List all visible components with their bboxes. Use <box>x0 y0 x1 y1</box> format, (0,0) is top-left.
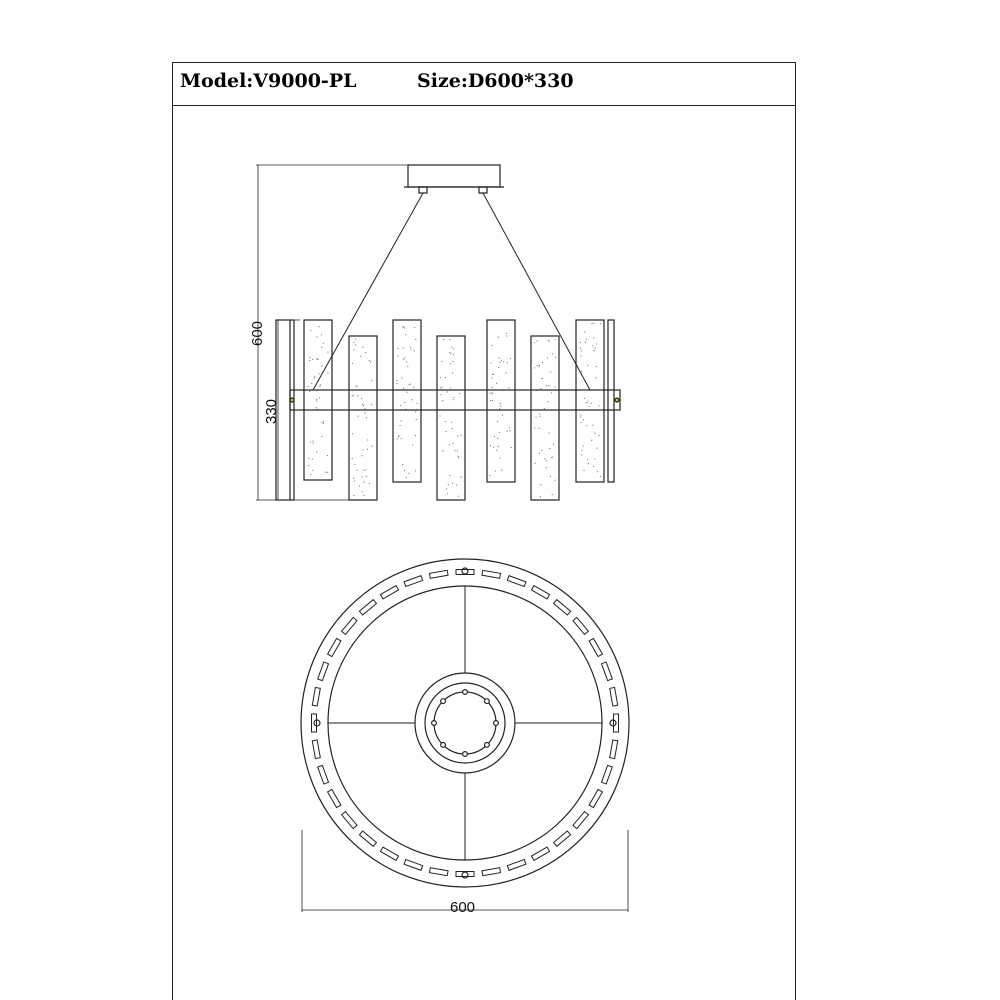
crystal-panel <box>531 336 559 500</box>
ring-slot <box>507 859 526 870</box>
ring-slot <box>359 600 376 615</box>
side-elevation <box>256 165 620 500</box>
ring-slot <box>573 812 588 829</box>
ring-slot <box>601 765 612 784</box>
ring-slot <box>554 600 571 615</box>
ring-slot <box>531 847 549 860</box>
dim-label-330: 330 <box>263 398 280 424</box>
ring-slot <box>507 576 526 587</box>
suspension-cable-left <box>313 193 423 390</box>
ring-slot <box>554 831 571 846</box>
hub-hole <box>485 699 490 704</box>
ring-slot <box>328 789 341 807</box>
crystal-panel <box>576 320 604 482</box>
dim-label-diameter: 600 <box>450 899 476 916</box>
hub-hole <box>494 721 499 726</box>
mount-hole-top <box>462 568 468 574</box>
ring-slot <box>429 570 448 578</box>
ring-slot <box>380 586 398 599</box>
ring-slot <box>342 812 357 829</box>
crystal-panel <box>608 320 614 482</box>
crystal-panel <box>349 336 377 500</box>
hub-hole <box>432 721 437 726</box>
plan-view <box>301 559 629 912</box>
ring-slot <box>312 740 320 759</box>
canopy-clip-left <box>419 187 427 193</box>
ring-slot <box>359 831 376 846</box>
canopy-clip-right <box>479 187 487 193</box>
ring-slot <box>482 868 501 876</box>
ring-slot <box>531 586 549 599</box>
hub-hole <box>441 699 446 704</box>
ring-slot <box>312 687 320 706</box>
dim-label-600: 600 <box>249 320 266 346</box>
ring-slot <box>482 570 501 578</box>
ring-slot <box>318 662 329 681</box>
hub-hole <box>441 743 446 748</box>
size-label: Size:D600*330 <box>417 70 574 92</box>
hub-outer <box>415 673 515 773</box>
band-end-left <box>290 398 294 402</box>
ring-slot <box>380 847 398 860</box>
crystal-panel <box>487 320 515 482</box>
ceiling-canopy <box>408 165 500 187</box>
ring-slot <box>589 638 602 656</box>
hub-hole <box>463 752 468 757</box>
ring-slot <box>429 868 448 876</box>
crystal-panel <box>304 320 332 480</box>
ring-slot <box>342 617 357 634</box>
ring-slot <box>610 740 618 759</box>
ring-slot <box>573 617 588 634</box>
crystal-panel <box>393 320 421 482</box>
suspension-cable-right <box>483 193 590 390</box>
model-label: Model:V9000-PL <box>180 70 357 92</box>
ring-slot <box>318 765 329 784</box>
ring-slot <box>601 662 612 681</box>
ring-band <box>290 390 620 410</box>
hub-hole <box>485 743 490 748</box>
crystal-panel <box>437 336 465 500</box>
ring-slot <box>589 789 602 807</box>
ring-slot <box>610 687 618 706</box>
ring-slot <box>404 576 423 587</box>
hub-hole <box>463 690 468 695</box>
band-end-right <box>615 398 619 402</box>
mount-hole-bottom <box>462 872 468 878</box>
ring-slot <box>328 638 341 656</box>
ring-slot <box>404 859 423 870</box>
